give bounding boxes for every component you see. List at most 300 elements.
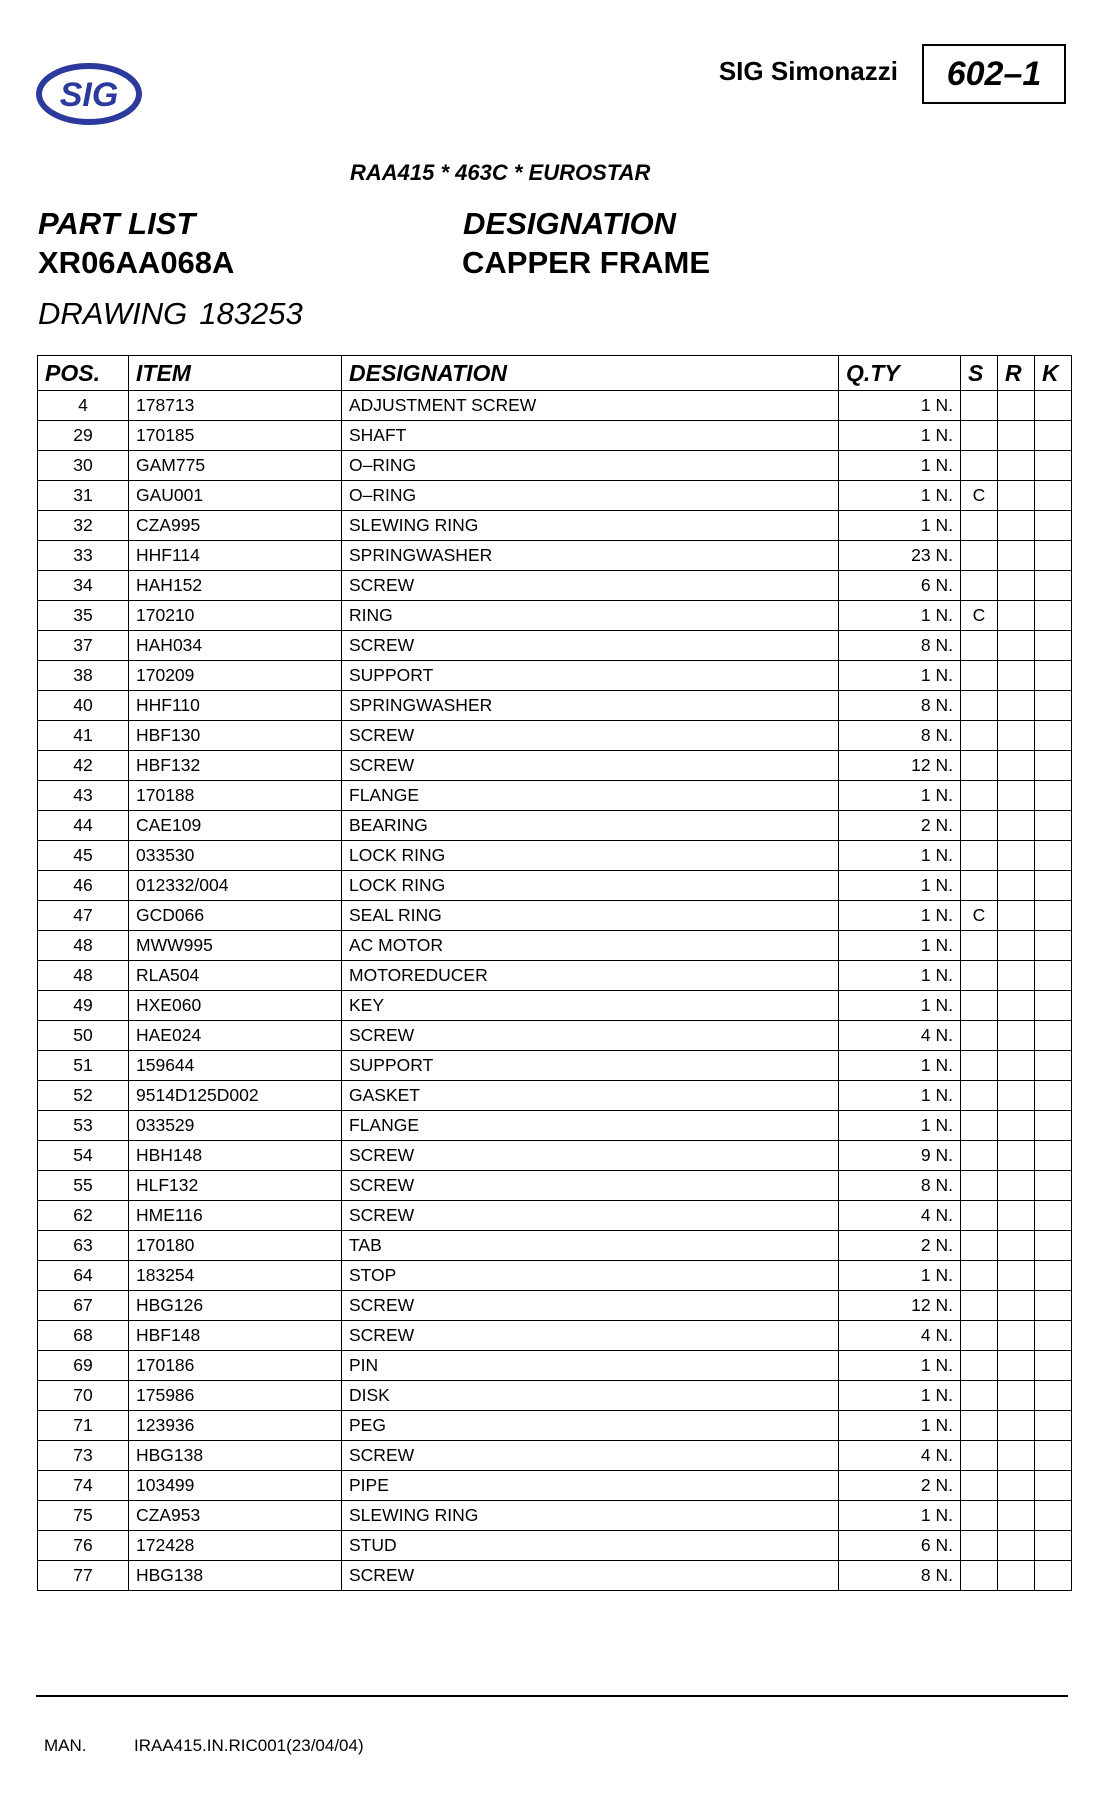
cell-s — [961, 961, 998, 991]
cell-s — [961, 781, 998, 811]
cell-r — [998, 931, 1035, 961]
cell-item: GCD066 — [129, 901, 342, 931]
cell-qty: 6 N. — [839, 1531, 961, 1561]
table-row — [38, 691, 1072, 721]
cell-s — [961, 1261, 998, 1291]
cell-designation: STOP — [342, 1261, 839, 1291]
table-row — [38, 901, 1072, 931]
cell-designation: BEARING — [342, 811, 839, 841]
cell-k — [1035, 1441, 1072, 1471]
cell-s — [961, 541, 998, 571]
cell-qty: 12 N. — [839, 751, 961, 781]
cell-designation: SPRINGWASHER — [342, 691, 839, 721]
table-row — [38, 781, 1072, 811]
cell-item: GAM775 — [129, 451, 342, 481]
cell-pos: 76 — [38, 1531, 129, 1561]
cell-s — [961, 721, 998, 751]
designation-label: DESIGNATION — [463, 206, 676, 241]
table-row — [38, 1381, 1072, 1411]
cell-s — [961, 1531, 998, 1561]
table-row — [38, 1411, 1072, 1441]
table-row — [38, 1021, 1072, 1051]
cell-item: HBF130 — [129, 721, 342, 751]
cell-k — [1035, 1411, 1072, 1441]
cell-r — [998, 691, 1035, 721]
cell-k — [1035, 1561, 1072, 1591]
cell-s — [961, 631, 998, 661]
cell-qty: 8 N. — [839, 1171, 961, 1201]
cell-r — [998, 391, 1035, 421]
cell-qty: 1 N. — [839, 1261, 961, 1291]
cell-item: RLA504 — [129, 961, 342, 991]
cell-pos: 64 — [38, 1261, 129, 1291]
cell-pos: 45 — [38, 841, 129, 871]
cell-item: 033530 — [129, 841, 342, 871]
cell-item: HBH148 — [129, 1141, 342, 1171]
cell-pos: 41 — [38, 721, 129, 751]
cell-r — [998, 1021, 1035, 1051]
cell-s — [961, 661, 998, 691]
cell-pos: 48 — [38, 961, 129, 991]
cell-r — [998, 1381, 1035, 1411]
cell-r — [998, 451, 1035, 481]
cell-k — [1035, 751, 1072, 781]
cell-item: 172428 — [129, 1531, 342, 1561]
cell-pos: 38 — [38, 661, 129, 691]
sig-logo — [36, 62, 142, 126]
cell-k — [1035, 541, 1072, 571]
cell-item: CAE109 — [129, 811, 342, 841]
cell-item: HBG138 — [129, 1561, 342, 1591]
table-row — [38, 721, 1072, 751]
cell-r — [998, 1501, 1035, 1531]
cell-s — [961, 571, 998, 601]
cell-pos: 35 — [38, 601, 129, 631]
table-row — [38, 1351, 1072, 1381]
cell-r — [998, 421, 1035, 451]
cell-designation: SCREW — [342, 1201, 839, 1231]
cell-k — [1035, 991, 1072, 1021]
cell-k — [1035, 961, 1072, 991]
table-row — [38, 1141, 1072, 1171]
cell-designation: AC MOTOR — [342, 931, 839, 961]
table-row — [38, 1081, 1072, 1111]
table-row — [38, 961, 1072, 991]
cell-pos: 77 — [38, 1561, 129, 1591]
cell-pos: 34 — [38, 571, 129, 601]
cell-qty: 1 N. — [839, 391, 961, 421]
cell-designation: SCREW — [342, 1141, 839, 1171]
cell-s — [961, 421, 998, 451]
cell-k — [1035, 901, 1072, 931]
cell-item: 170188 — [129, 781, 342, 811]
cell-r — [998, 1201, 1035, 1231]
cell-r — [998, 1351, 1035, 1381]
cell-designation: SCREW — [342, 1321, 839, 1351]
cell-k — [1035, 391, 1072, 421]
cell-item: 175986 — [129, 1381, 342, 1411]
table-row — [38, 661, 1072, 691]
cell-item: HBG126 — [129, 1291, 342, 1321]
cell-s — [961, 1411, 998, 1441]
cell-pos: 74 — [38, 1471, 129, 1501]
cell-designation: SCREW — [342, 1171, 839, 1201]
cell-item: HAE024 — [129, 1021, 342, 1051]
cell-qty: 1 N. — [839, 1411, 961, 1441]
cell-item: 170180 — [129, 1231, 342, 1261]
cell-s — [961, 1501, 998, 1531]
cell-item: HAH034 — [129, 631, 342, 661]
cell-s — [961, 1021, 998, 1051]
cell-pos: 32 — [38, 511, 129, 541]
cell-pos: 75 — [38, 1501, 129, 1531]
cell-item: 103499 — [129, 1471, 342, 1501]
drawing-reference — [38, 296, 303, 332]
table-row — [38, 1261, 1072, 1291]
cell-item: HLF132 — [129, 1171, 342, 1201]
cell-qty: 1 N. — [839, 1111, 961, 1141]
cell-item: HXE060 — [129, 991, 342, 1021]
cell-s — [961, 1201, 998, 1231]
table-row — [38, 1441, 1072, 1471]
designation-value: CAPPER FRAME — [462, 245, 711, 280]
cell-pos: 62 — [38, 1201, 129, 1231]
cell-qty: 8 N. — [839, 691, 961, 721]
table-row — [38, 841, 1072, 871]
cell-s — [961, 1141, 998, 1171]
cell-k — [1035, 1291, 1072, 1321]
cell-r — [998, 1441, 1035, 1471]
cell-qty: 1 N. — [839, 871, 961, 901]
cell-r — [998, 1531, 1035, 1561]
cell-k — [1035, 451, 1072, 481]
table-row — [38, 1231, 1072, 1261]
part-list-label: PART LIST — [38, 206, 196, 241]
cell-designation: ADJUSTMENT SCREW — [342, 391, 839, 421]
cell-qty: 4 N. — [839, 1021, 961, 1051]
cell-qty: 1 N. — [839, 1381, 961, 1411]
table-row — [38, 931, 1072, 961]
cell-pos: 51 — [38, 1051, 129, 1081]
cell-item: HBF148 — [129, 1321, 342, 1351]
cell-pos: 70 — [38, 1381, 129, 1411]
cell-designation: PEG — [342, 1411, 839, 1441]
table-row — [38, 1561, 1072, 1591]
cell-qty: 1 N. — [839, 1051, 961, 1081]
cell-pos: 37 — [38, 631, 129, 661]
cell-r — [998, 751, 1035, 781]
cell-item: CZA995 — [129, 511, 342, 541]
page-code-box — [922, 44, 1066, 104]
cell-pos: 29 — [38, 421, 129, 451]
cell-qty: 1 N. — [839, 661, 961, 691]
table-row — [38, 1291, 1072, 1321]
cell-r — [998, 901, 1035, 931]
cell-s — [961, 1231, 998, 1261]
cell-r — [998, 841, 1035, 871]
cell-k — [1035, 481, 1072, 511]
cell-s: C — [961, 601, 998, 631]
table-row — [38, 451, 1072, 481]
cell-pos: 50 — [38, 1021, 129, 1051]
cell-designation: DISK — [342, 1381, 839, 1411]
cell-k — [1035, 631, 1072, 661]
table-row — [38, 1051, 1072, 1081]
cell-designation: RING — [342, 601, 839, 631]
cell-s — [961, 991, 998, 1021]
cell-pos: 47 — [38, 901, 129, 931]
cell-r — [998, 1261, 1035, 1291]
cell-k — [1035, 571, 1072, 601]
cell-k — [1035, 1021, 1072, 1051]
cell-item: 9514D125D002 — [129, 1081, 342, 1111]
cell-r — [998, 631, 1035, 661]
cell-r — [998, 1141, 1035, 1171]
cell-item: 123936 — [129, 1411, 342, 1441]
cell-designation: FLANGE — [342, 1111, 839, 1141]
table-row — [38, 391, 1072, 421]
machine-subtitle: RAA415 * 463C * EUROSTAR — [350, 160, 651, 185]
cell-pos: 43 — [38, 781, 129, 811]
cell-s — [961, 1561, 998, 1591]
cell-item: HHF114 — [129, 541, 342, 571]
cell-pos: 40 — [38, 691, 129, 721]
cell-designation: SHAFT — [342, 421, 839, 451]
column-header-item: ITEM — [129, 356, 342, 391]
table-row — [38, 1471, 1072, 1501]
table-row — [38, 481, 1072, 511]
cell-r — [998, 1561, 1035, 1591]
cell-k — [1035, 691, 1072, 721]
cell-k — [1035, 841, 1072, 871]
cell-r — [998, 571, 1035, 601]
cell-k — [1035, 1351, 1072, 1381]
cell-k — [1035, 601, 1072, 631]
cell-qty: 23 N. — [839, 541, 961, 571]
cell-qty: 4 N. — [839, 1321, 961, 1351]
company-name: SIG Simonazzi — [718, 56, 898, 86]
cell-designation: LOCK RING — [342, 841, 839, 871]
cell-item: 170186 — [129, 1351, 342, 1381]
cell-pos: 46 — [38, 871, 129, 901]
cell-designation: SCREW — [342, 631, 839, 661]
cell-k — [1035, 721, 1072, 751]
column-header-s: S — [961, 356, 998, 391]
cell-designation: TAB — [342, 1231, 839, 1261]
cell-s — [961, 451, 998, 481]
cell-k — [1035, 1231, 1072, 1261]
cell-pos: 54 — [38, 1141, 129, 1171]
cell-r — [998, 511, 1035, 541]
cell-k — [1035, 1171, 1072, 1201]
cell-qty: 1 N. — [839, 451, 961, 481]
cell-designation: O–RING — [342, 451, 839, 481]
cell-s — [961, 1171, 998, 1201]
cell-r — [998, 1111, 1035, 1141]
cell-r — [998, 1321, 1035, 1351]
cell-designation: SLEWING RING — [342, 1501, 839, 1531]
cell-item: 178713 — [129, 391, 342, 421]
cell-r — [998, 1081, 1035, 1111]
cell-k — [1035, 511, 1072, 541]
cell-qty: 1 N. — [839, 481, 961, 511]
cell-item: HME116 — [129, 1201, 342, 1231]
cell-r — [998, 1471, 1035, 1501]
cell-k — [1035, 661, 1072, 691]
column-header-designation: DESIGNATION — [342, 356, 839, 391]
cell-k — [1035, 1051, 1072, 1081]
cell-qty: 12 N. — [839, 1291, 961, 1321]
cell-s — [961, 811, 998, 841]
cell-r — [998, 1231, 1035, 1261]
table-row — [38, 421, 1072, 451]
cell-s — [961, 1081, 998, 1111]
cell-s — [961, 1051, 998, 1081]
page-code: 602–1 — [946, 54, 1042, 93]
table-row — [38, 1531, 1072, 1561]
cell-k — [1035, 1471, 1072, 1501]
cell-qty: 1 N. — [839, 991, 961, 1021]
cell-designation: LOCK RING — [342, 871, 839, 901]
cell-pos: 48 — [38, 931, 129, 961]
cell-s: C — [961, 901, 998, 931]
cell-item: 159644 — [129, 1051, 342, 1081]
table-row — [38, 1321, 1072, 1351]
column-header-qty: Q.TY — [839, 356, 961, 391]
cell-r — [998, 871, 1035, 901]
parts-table-body — [38, 391, 1072, 1591]
cell-qty: 1 N. — [839, 1501, 961, 1531]
cell-s: C — [961, 481, 998, 511]
cell-item: CZA953 — [129, 1501, 342, 1531]
cell-pos: 42 — [38, 751, 129, 781]
footer-reference: IRAA415.IN.RIC001(23/04/04) — [134, 1736, 364, 1755]
table-row — [38, 511, 1072, 541]
table-row — [38, 811, 1072, 841]
cell-qty: 1 N. — [839, 901, 961, 931]
cell-pos: 30 — [38, 451, 129, 481]
cell-s — [961, 1291, 998, 1321]
cell-item: HHF110 — [129, 691, 342, 721]
cell-designation: SCREW — [342, 1021, 839, 1051]
cell-r — [998, 721, 1035, 751]
cell-designation: O–RING — [342, 481, 839, 511]
cell-qty: 4 N. — [839, 1201, 961, 1231]
cell-k — [1035, 1141, 1072, 1171]
cell-item: 170210 — [129, 601, 342, 631]
table-row — [38, 1501, 1072, 1531]
cell-designation: SUPPORT — [342, 661, 839, 691]
cell-qty: 2 N. — [839, 1231, 961, 1261]
cell-r — [998, 601, 1035, 631]
cell-k — [1035, 1531, 1072, 1561]
cell-k — [1035, 1501, 1072, 1531]
cell-s — [961, 391, 998, 421]
cell-qty: 1 N. — [839, 961, 961, 991]
column-header-r: R — [998, 356, 1035, 391]
cell-s — [961, 1441, 998, 1471]
sig-logo-text: SIG — [59, 76, 119, 114]
cell-pos: 71 — [38, 1411, 129, 1441]
cell-item: MWW995 — [129, 931, 342, 961]
cell-s — [961, 691, 998, 721]
table-row — [38, 601, 1072, 631]
cell-designation: SCREW — [342, 1441, 839, 1471]
cell-s — [961, 1351, 998, 1381]
cell-s — [961, 871, 998, 901]
table-row — [38, 751, 1072, 781]
cell-item: 170209 — [129, 661, 342, 691]
cell-pos: 52 — [38, 1081, 129, 1111]
cell-pos: 44 — [38, 811, 129, 841]
parts-table — [37, 355, 1072, 1591]
cell-qty: 6 N. — [839, 571, 961, 601]
cell-s — [961, 841, 998, 871]
cell-k — [1035, 1081, 1072, 1111]
cell-designation: PIPE — [342, 1471, 839, 1501]
cell-pos: 49 — [38, 991, 129, 1021]
cell-pos: 53 — [38, 1111, 129, 1141]
cell-s — [961, 1381, 998, 1411]
table-row — [38, 631, 1072, 661]
table-row — [38, 871, 1072, 901]
footer-label: MAN. — [44, 1736, 87, 1755]
cell-r — [998, 781, 1035, 811]
cell-designation: FLANGE — [342, 781, 839, 811]
cell-r — [998, 1291, 1035, 1321]
cell-k — [1035, 1381, 1072, 1411]
cell-item: 183254 — [129, 1261, 342, 1291]
cell-pos: 63 — [38, 1231, 129, 1261]
cell-designation: STUD — [342, 1531, 839, 1561]
cell-item: 012332/004 — [129, 871, 342, 901]
cell-r — [998, 1171, 1035, 1201]
cell-k — [1035, 811, 1072, 841]
cell-qty: 8 N. — [839, 1561, 961, 1591]
cell-qty: 8 N. — [839, 631, 961, 661]
cell-item: HBG138 — [129, 1441, 342, 1471]
cell-qty: 2 N. — [839, 1471, 961, 1501]
cell-pos: 4 — [38, 391, 129, 421]
cell-qty: 4 N. — [839, 1441, 961, 1471]
cell-designation: SCREW — [342, 721, 839, 751]
cell-pos: 73 — [38, 1441, 129, 1471]
cell-designation: SCREW — [342, 1561, 839, 1591]
cell-pos: 69 — [38, 1351, 129, 1381]
cell-k — [1035, 871, 1072, 901]
cell-r — [998, 1411, 1035, 1441]
drawing-label: DRAWING — [38, 296, 188, 331]
footer-divider — [36, 1695, 1068, 1697]
cell-qty: 1 N. — [839, 841, 961, 871]
cell-qty: 1 N. — [839, 931, 961, 961]
cell-s — [961, 1471, 998, 1501]
cell-qty: 9 N. — [839, 1141, 961, 1171]
cell-qty: 1 N. — [839, 781, 961, 811]
cell-k — [1035, 781, 1072, 811]
cell-item: 170185 — [129, 421, 342, 451]
table-row — [38, 1171, 1072, 1201]
cell-r — [998, 541, 1035, 571]
cell-designation: SCREW — [342, 571, 839, 601]
cell-k — [1035, 1261, 1072, 1291]
cell-r — [998, 1051, 1035, 1081]
cell-qty: 1 N. — [839, 1081, 961, 1111]
cell-pos: 55 — [38, 1171, 129, 1201]
cell-k — [1035, 1201, 1072, 1231]
table-row — [38, 541, 1072, 571]
cell-r — [998, 661, 1035, 691]
